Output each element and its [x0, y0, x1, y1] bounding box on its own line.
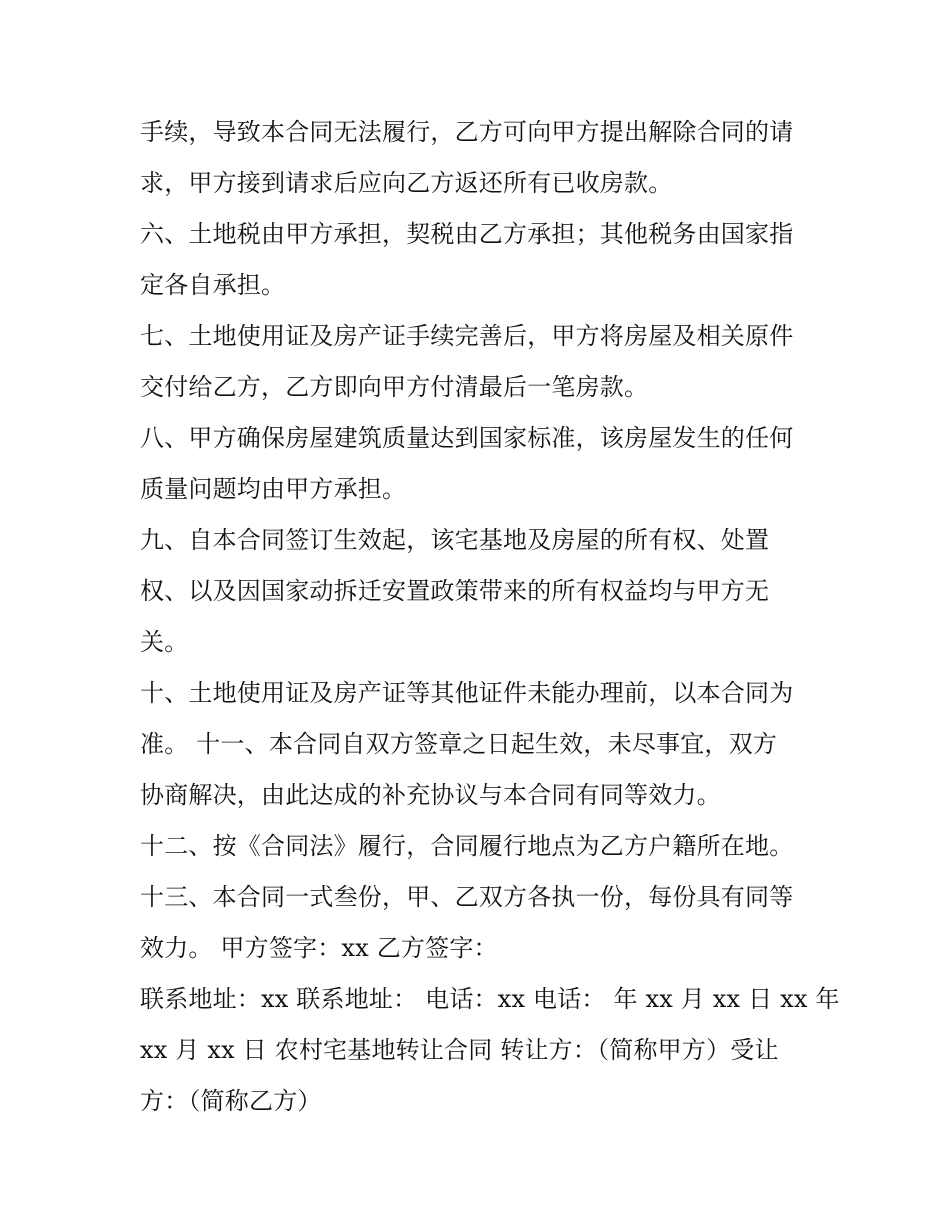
text-line: 八、甲方确保房屋建筑质量达到国家标准，该房屋发生的任何	[140, 424, 794, 452]
text-line: 联系地址：xx 联系地址： 电话：xx 电话： 年 xx 月 xx 日 xx 年	[140, 985, 840, 1013]
text-line: 准。 十一、本合同自双方签章之日起生效，未尽事宜，双方	[140, 730, 778, 758]
text-line: 定各自承担。	[140, 271, 286, 299]
text-line: 交付给乙方，乙方即向甲方付清最后一笔房款。	[140, 373, 649, 401]
text-line: 关。	[140, 628, 189, 656]
text-line: xx 月 xx 日 农村宅基地转让合同 转让方：（简称甲方）受让	[140, 1036, 779, 1064]
text-line: 质量问题均由甲方承担。	[140, 475, 407, 503]
text-line: 权、以及因国家动拆迁安置政策带来的所有权益均与甲方无	[140, 577, 770, 605]
text-line: 六、土地税由甲方承担，契税由乙方承担；其他税务由国家指	[140, 220, 794, 248]
text-line: 十三、本合同一式叁份，甲、乙双方各执一份，每份具有同等	[140, 883, 794, 911]
text-line: 手续，导致本合同无法履行，乙方可向甲方提出解除合同的请	[140, 118, 794, 146]
text-line: 七、土地使用证及房产证手续完善后，甲方将房屋及相关原件	[140, 322, 794, 350]
text-line: 效力。 甲方签字：xx 乙方签字：	[140, 934, 498, 962]
text-line: 九、自本合同签订生效起，该宅基地及房屋的所有权、处置	[140, 526, 770, 554]
text-line: 方：（简称乙方）	[140, 1087, 322, 1115]
text-line: 十、土地使用证及房产证等其他证件未能办理前，以本合同为	[140, 679, 794, 707]
text-line: 协商解决，由此达成的补充协议与本合同有同等效力。	[140, 781, 721, 809]
text-line: 十二、按《合同法》履行，合同履行地点为乙方户籍所在地。	[140, 832, 794, 860]
text-line: 求，甲方接到请求后应向乙方返还所有已收房款。	[140, 169, 673, 197]
document-body	[140, 107, 840, 1127]
